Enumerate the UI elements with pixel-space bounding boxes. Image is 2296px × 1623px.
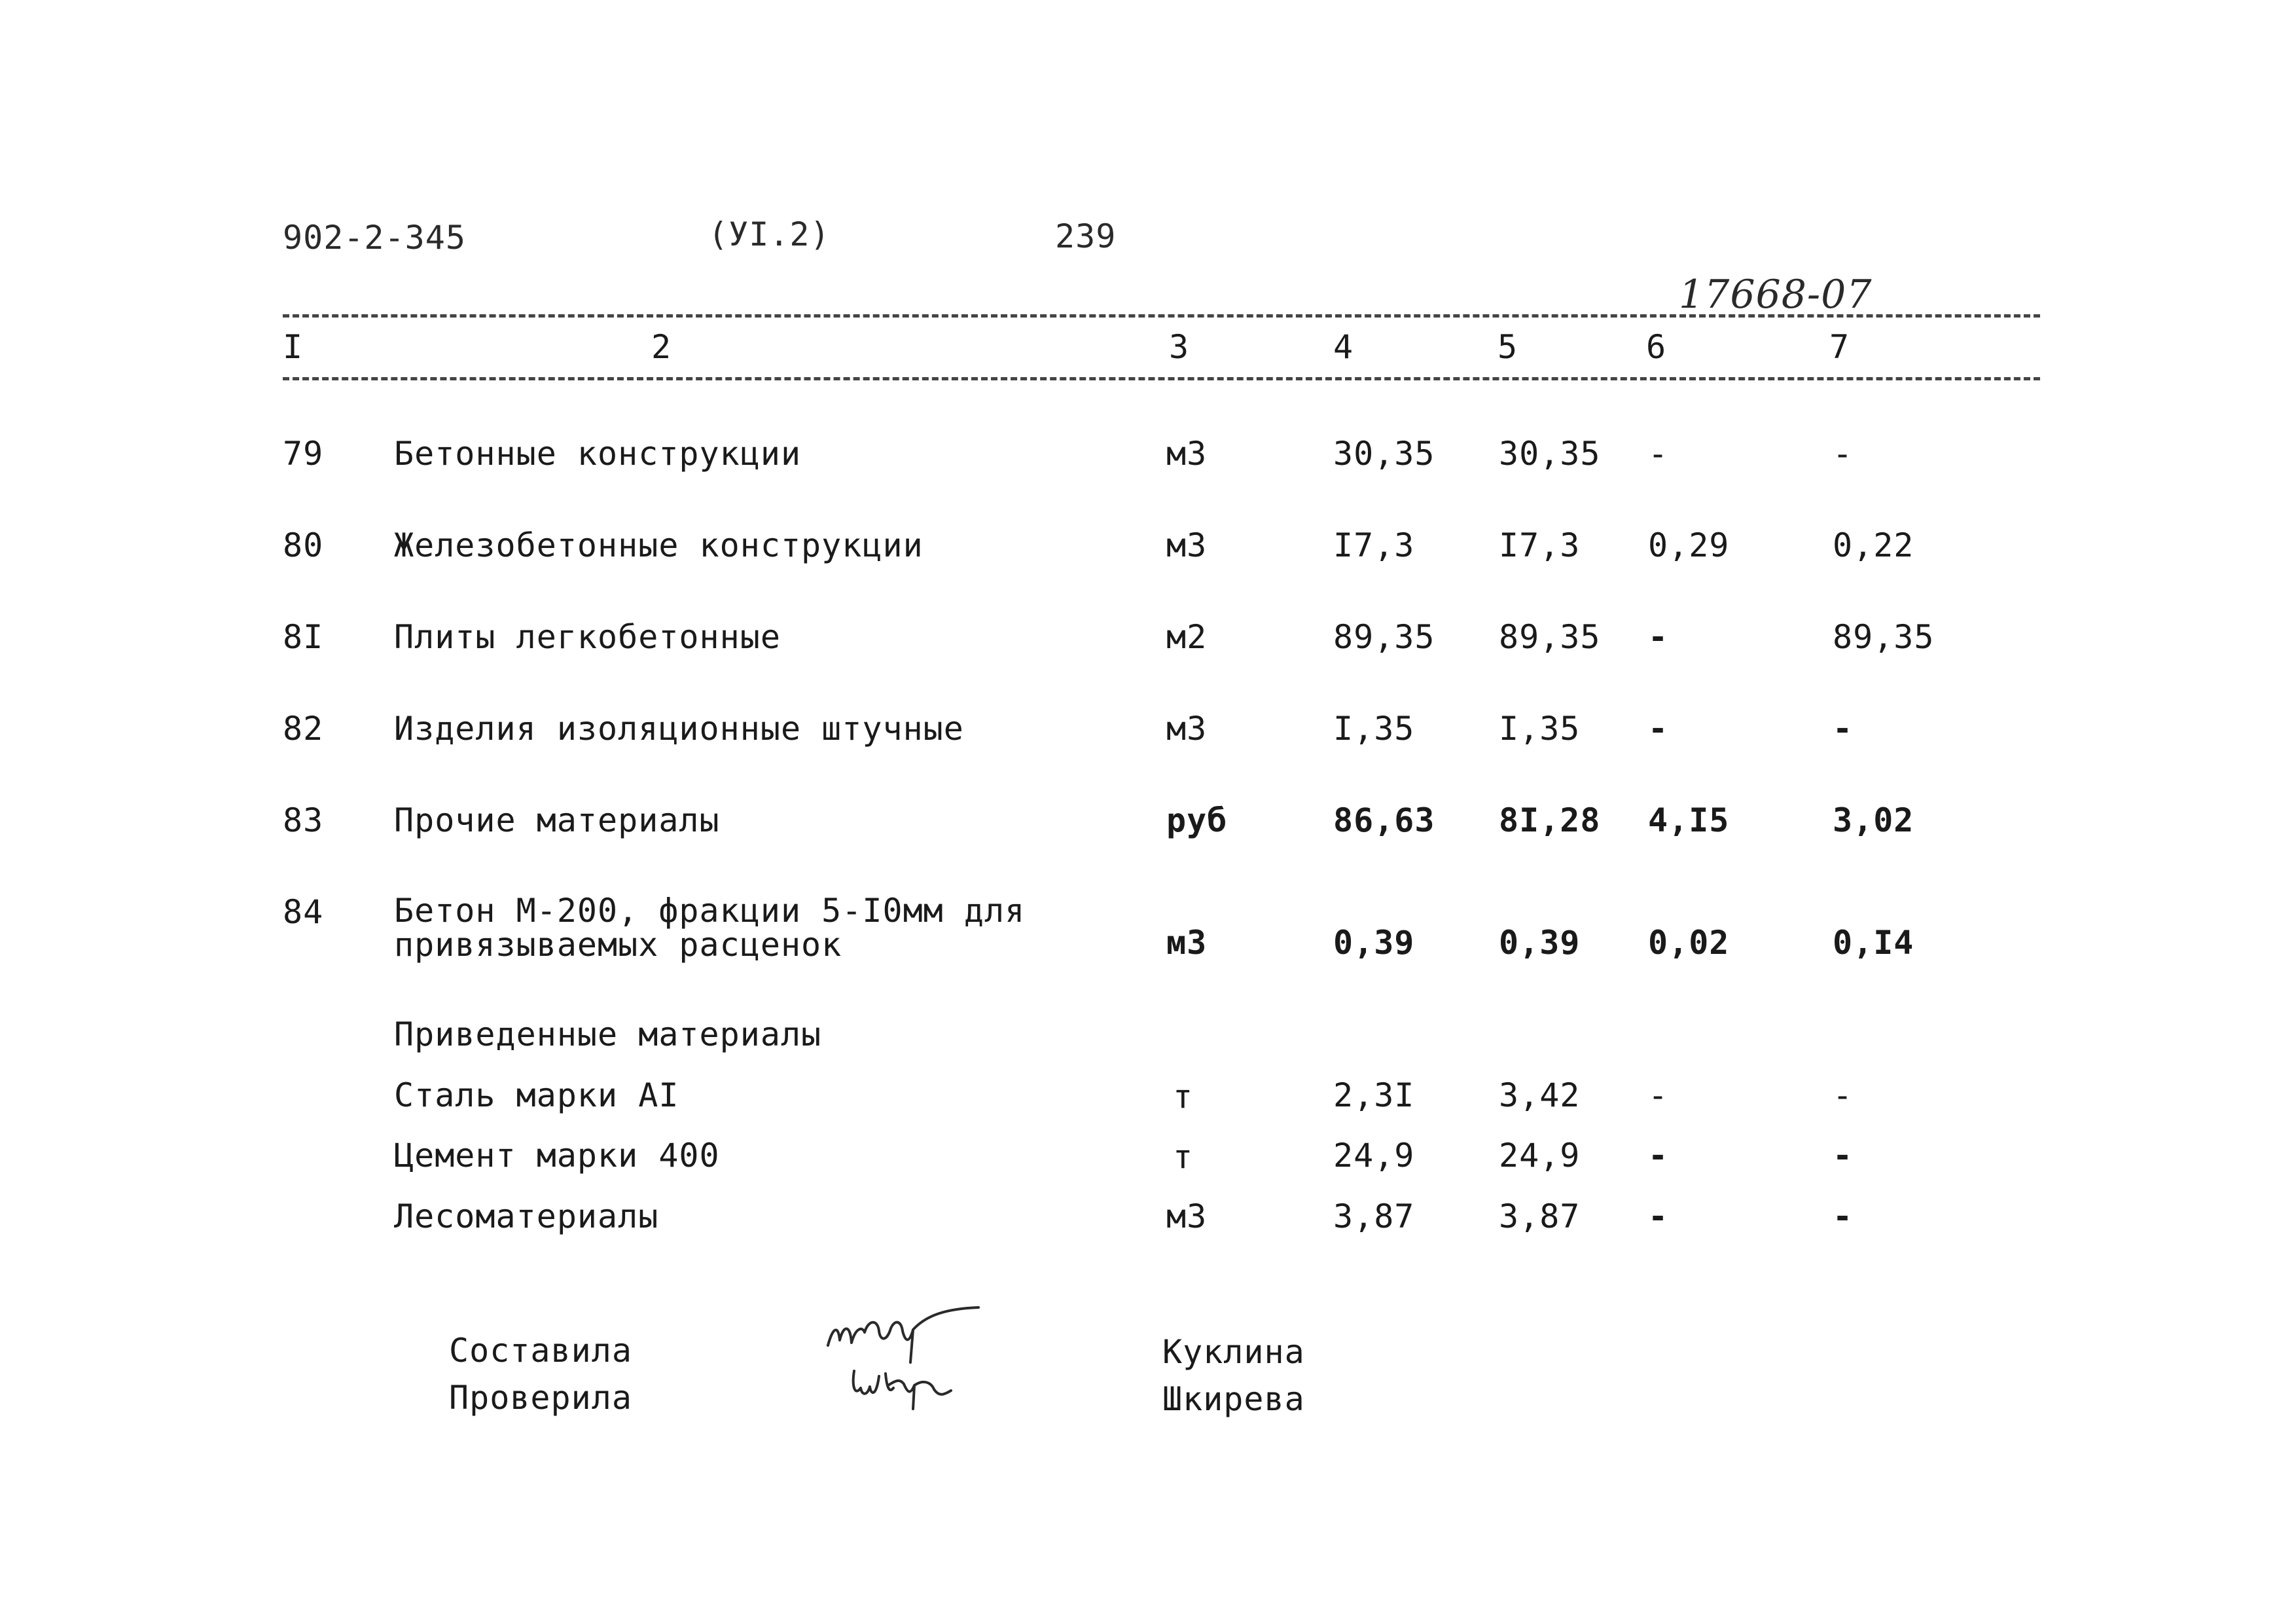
row-name-line-1: Бетон М-200, фракции 5-I0мм для <box>394 892 1026 930</box>
item-col5: 24,9 <box>1499 1137 1581 1175</box>
row-col6: 4,I5 <box>1648 801 1730 839</box>
row-col6: - <box>1648 618 1669 656</box>
row-col4: I7,3 <box>1333 526 1415 564</box>
row-unit: м3 <box>1166 924 1208 962</box>
section-number: (УI.2) <box>708 215 831 253</box>
row-col4: 0,39 <box>1333 924 1415 962</box>
row-unit: руб <box>1166 801 1228 839</box>
row-name-line-2: привязываемых расценок <box>394 926 842 964</box>
column-header-6: 6 <box>1646 328 1667 366</box>
item-col5: 3,87 <box>1499 1197 1581 1235</box>
row-number: 82 <box>283 710 324 748</box>
row-name: Прочие материалы <box>394 801 720 839</box>
row-col7: 3,02 <box>1833 801 1914 839</box>
row-col5: 8I,28 <box>1499 801 1601 839</box>
row-unit: м3 <box>1166 710 1208 748</box>
row-col7: 0,I4 <box>1833 924 1914 962</box>
checked-signature-icon <box>848 1362 965 1414</box>
row-col4: 89,35 <box>1333 618 1435 656</box>
column-header-7: 7 <box>1829 328 1850 366</box>
item-col4: 24,9 <box>1333 1137 1415 1175</box>
row-col6: 0,02 <box>1648 924 1730 962</box>
column-header-4: 4 <box>1333 328 1354 366</box>
compiled-signature-icon <box>821 1300 992 1365</box>
compiled-by-name: Куклина <box>1162 1333 1305 1371</box>
item-col6: - <box>1648 1076 1669 1114</box>
checked-by-label: Проверила <box>449 1379 632 1417</box>
handwritten-document-code: 17668-07 <box>1679 272 1873 318</box>
item-col7: - <box>1833 1076 1854 1114</box>
row-name: Бетонные конструкции <box>394 435 802 473</box>
item-col7: - <box>1833 1137 1854 1175</box>
compiled-by-label: Составила <box>449 1332 632 1370</box>
column-header-2: 2 <box>651 328 672 366</box>
row-col7: - <box>1833 710 1854 748</box>
row-col4: I,35 <box>1333 710 1415 748</box>
row-col6: - <box>1648 435 1669 473</box>
row-col7: 0,22 <box>1833 526 1914 564</box>
row-name: Железобетонные конструкции <box>394 526 924 564</box>
row-col5: I,35 <box>1499 710 1581 748</box>
row-col5: 0,39 <box>1499 924 1581 962</box>
row-unit: м3 <box>1166 435 1208 473</box>
row-number: 83 <box>283 801 324 839</box>
reduced-materials-title: Приведенные материалы <box>394 1015 822 1053</box>
row-number: 79 <box>283 435 324 473</box>
row-number: 84 <box>283 893 324 931</box>
header-bottom-rule <box>283 377 2040 380</box>
row-col6: - <box>1648 710 1669 748</box>
project-code: 902-2-345 <box>283 219 466 257</box>
checked-by-name: Шкирева <box>1162 1380 1305 1418</box>
item-name: Цемент марки 400 <box>394 1137 720 1175</box>
column-header-5: 5 <box>1498 328 1518 366</box>
row-number: 80 <box>283 526 324 564</box>
item-col7: - <box>1833 1197 1854 1235</box>
item-col5: 3,42 <box>1499 1076 1581 1114</box>
page-number: 239 <box>1055 217 1117 255</box>
row-name: Изделия изоляционные штучные <box>394 710 964 748</box>
item-name: Лесоматериалы <box>394 1197 659 1235</box>
row-number: 8I <box>283 618 324 656</box>
column-header-1: I <box>283 328 304 366</box>
item-unit: м3 <box>1166 1197 1208 1235</box>
row-col7: - <box>1833 435 1854 473</box>
row-unit: м3 <box>1166 526 1208 564</box>
row-col5: 30,35 <box>1499 435 1601 473</box>
row-name: Плиты легкобетонные <box>394 618 781 656</box>
item-unit: т <box>1173 1078 1194 1116</box>
column-header-3: 3 <box>1169 328 1190 366</box>
header-top-rule <box>283 314 2040 318</box>
row-unit: м2 <box>1166 618 1208 656</box>
row-col5: 89,35 <box>1499 618 1601 656</box>
item-col4: 3,87 <box>1333 1197 1415 1235</box>
row-col4: 30,35 <box>1333 435 1435 473</box>
item-col6: - <box>1648 1197 1669 1235</box>
item-name: Сталь марки АI <box>394 1076 679 1114</box>
row-col6: 0,29 <box>1648 526 1730 564</box>
item-col4: 2,3I <box>1333 1076 1415 1114</box>
item-unit: т <box>1173 1138 1194 1176</box>
row-col4: 86,63 <box>1333 801 1435 839</box>
item-col6: - <box>1648 1137 1669 1175</box>
row-col5: I7,3 <box>1499 526 1581 564</box>
row-col7: 89,35 <box>1833 618 1935 656</box>
